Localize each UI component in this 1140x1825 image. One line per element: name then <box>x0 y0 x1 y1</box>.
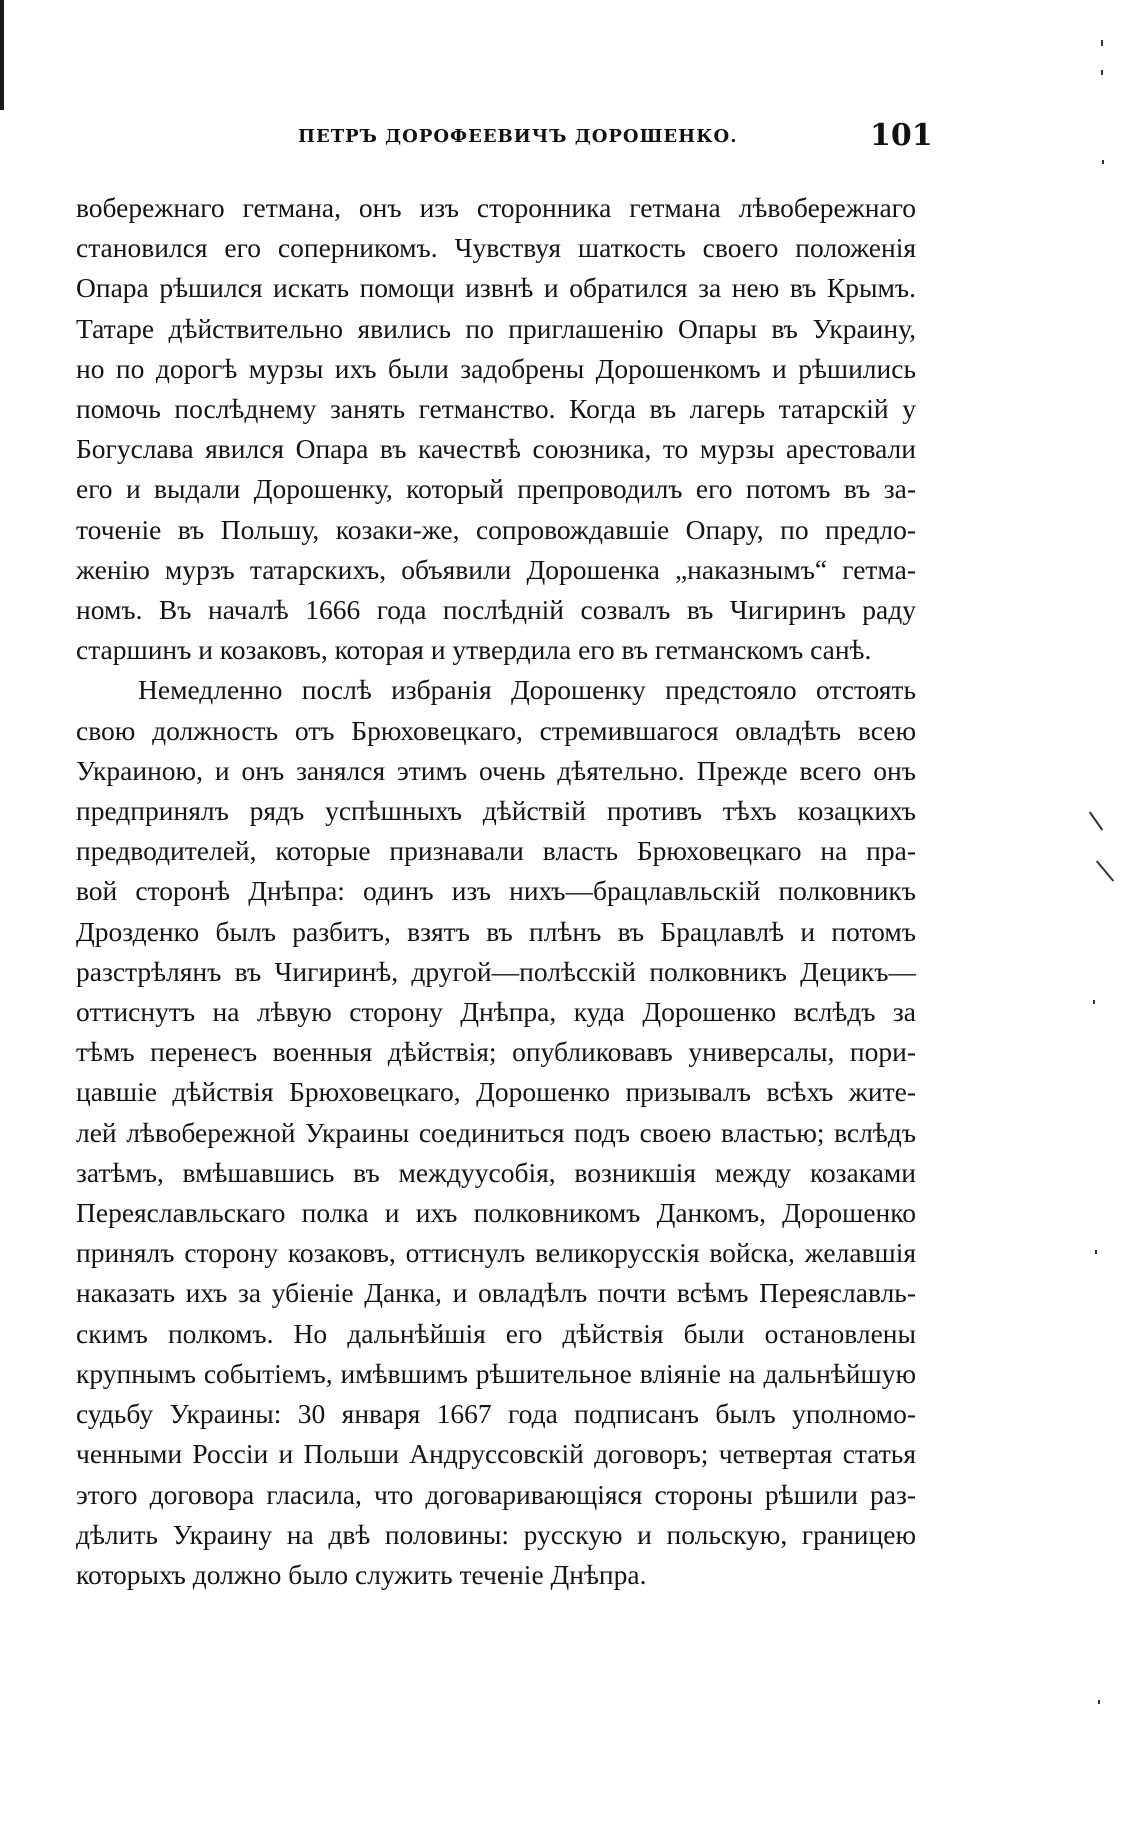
text-line: крупнымъ событіемъ, имѣвшимъ рѣшительное вліяніе на дальнѣйшую <box>76 1357 916 1389</box>
margin-speck <box>1098 1700 1100 1704</box>
text-line: оттиснутъ на лѣвую сторону Днѣпра, куда Дорошенко вслѣдъ за <box>76 996 916 1028</box>
margin-speck <box>1102 160 1104 164</box>
text-line: лей лѣвобережной Украины соединиться подъ своею властью; вслѣдъ <box>76 1116 916 1148</box>
margin-speck <box>1089 811 1103 830</box>
text-line: номъ. Въ началѣ 1666 года послѣдній созвалъ въ Чигиринъ раду <box>76 594 916 626</box>
text-line: но по дорогѣ мурзы ихъ были задобрены Дорошенкомъ и рѣшились <box>76 352 916 384</box>
text-line: дѣлить Украину на двѣ половины: русскую и польскую, границею <box>76 1518 916 1550</box>
text-line: вой сторонѣ Днѣпра: одинъ изъ нихъ—брацлавльскій полковникъ <box>76 875 916 907</box>
text-line: тѣмъ перенесъ военныя дѣйствія; опубликовавъ универсалы, пори- <box>76 1036 916 1068</box>
text-line: его и выдали Дорошенку, который препроводилъ его потомъ въ за- <box>76 473 916 505</box>
paragraph <box>76 188 916 670</box>
text-line: Украиною, и онъ занялся этимъ очень дѣятельно. Прежде всего онъ <box>76 754 916 786</box>
text-line: которыхъ должно было служить теченіе Днѣпра. <box>76 1558 647 1590</box>
text-line: наказать ихъ за убіеніе Данка, и овладѣлъ почти всѣмъ Переяславль- <box>76 1277 916 1309</box>
text-line: ченными Россіи и Польши Андруссовскій договоръ; четвертая статья <box>76 1438 916 1470</box>
text-line: цавшіе дѣйствія Брюховецкаго, Дорошенко призывалъ всѣхъ жите- <box>76 1076 916 1108</box>
text-line: этого договора гласила, что договаривающіяся стороны рѣшили раз- <box>76 1478 916 1510</box>
margin-speck <box>1095 1250 1097 1254</box>
margin-speck <box>1093 1000 1095 1004</box>
running-title: ПЕТРЪ ДОРОФЕЕВИЧЪ ДОРОШЕНКО. <box>298 126 738 147</box>
text-line: предводителей, которые признавали власть Брюховецкаго на пра- <box>76 835 916 867</box>
text-line: скимъ полкомъ. Но дальнѣйшія его дѣйствія были остановлены <box>76 1317 916 1349</box>
text-line: вобережнаго гетмана, онъ изъ сторонника гетмана лѣвобережнаго <box>76 192 916 223</box>
text-line: помочь послѣднему занять гетманство. Когда въ лагерь татарскій у <box>76 393 916 425</box>
text-line: предпринялъ рядъ успѣшныхъ дѣйствій противъ тѣхъ козацкихъ <box>76 795 916 827</box>
text-line: старшинъ и козаковъ, которая и утвердила его въ гетманскомъ санѣ. <box>76 634 872 666</box>
margin-speck <box>1101 70 1103 75</box>
text-line: разстрѣлянъ въ Чигиринѣ, другой—полѣсскій полковникъ Децикъ— <box>76 955 916 987</box>
text-line: Богуслава явился Опара въ качествѣ союзника, то мурзы арестовали <box>76 433 916 465</box>
text-line: свою должность отъ Брюховецкаго, стремившагося овладѣть всею <box>76 714 916 746</box>
text-line: судьбу Украины: 30 января 1667 года подписанъ былъ уполномо- <box>76 1398 916 1430</box>
margin-speck <box>1096 860 1114 881</box>
paragraph <box>76 670 916 1595</box>
text-line: Татаре дѣйствительно явились по приглашенію Опары въ Украину, <box>76 312 916 344</box>
text-line: Дрозденко былъ разбитъ, взятъ въ плѣнъ въ Брацлавлѣ и потомъ <box>76 915 916 947</box>
text-line: женію мурзъ татарскихъ, объявили Дорошенка „наказнымъ“ гетма- <box>76 553 916 585</box>
body-text <box>76 188 916 1595</box>
text-line: затѣмъ, вмѣшавшись въ междуусобія, возникшія между козаками <box>76 1156 916 1188</box>
text-line: Опара рѣшился искать помощи извнѣ и обратился за нею въ Крымъ. <box>76 272 916 304</box>
text-line: точеніе въ Польшу, козаки-же, сопровождавшіе Опару, по предло- <box>76 513 916 545</box>
page-number: 101 <box>870 118 933 153</box>
text-line: Немедленно послѣ избранія Дорошенку предстояло отстоять <box>138 674 916 706</box>
text-line: принялъ сторону козаковъ, оттиснулъ великорусскія войска, желавшія <box>76 1237 916 1269</box>
margin-speck <box>1101 40 1103 46</box>
scan-edge-mark <box>0 0 4 110</box>
text-line: Переяславльскаго полка и ихъ полковникомъ Данкомъ, Дорошенко <box>76 1197 916 1229</box>
text-line: становился его соперникомъ. Чувствуя шаткость своего положенія <box>76 232 916 264</box>
